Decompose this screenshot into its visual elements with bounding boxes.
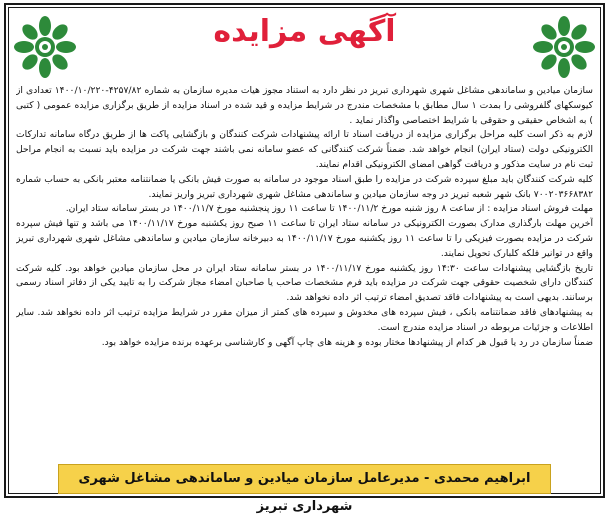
notice-body xyxy=(16,84,593,454)
paragraph-intro: سازمان میادین و ساماندهی مشاغل شهری شهرداری تبریز در نظر دارد به استناد مجوز هیات مدیره سازمان به شماره ۴۲۵۷/۸۲-۱۴۰۰/۱۰/۲۲۰ تعدادی از کیوسکهای گلفروشی را بمدت ۱ سال مطابق با مشخصات مندرج در شرایط مزایده و قید شده در اسناد مزایده از طریق برگزاری مزایده عمومی ( کتبی ) به اشخاص حقیقی و حقوقی با شرایط اختصاصی واگذار نماید . xyxy=(16,85,593,126)
paragraph-invalid-bids: به پیشنهادهای فاقد ضمانتنامه بانکی ، فیش سپرده های مخدوش و سپرده های کمتر از میزان مقرر در شرایط مزایده ترتیب اثر داده نخواهد شد. سایر اطلاعات و جزئیات مربوطه در اسناد مزایده مندرج است. xyxy=(16,306,593,333)
paragraph-opening-date: تاریخ بازگشایی پیشنهادات ساعت ۱۴:۳۰ روز یکشنبه مورخ ۱۴۰۰/۱۱/۱۷ در بستر سامانه ستاد ایران در محل سازمان میادین خواهد بود. کلیه شرکت کنندگان دارای شخصیت حقوقی جهت شرکت در مزایده باید فرم مشخصات صاحب یا صاحبان امضاء مجاز شرکت را به تایید یکی از دفاتر اسناد رسمی برسانند. بدیهی است به پیشنهادات فاقد تصدیق امضاء ترتیب اثر داده نخواهد شد. xyxy=(16,262,593,304)
notice-title: آگهی مزایده xyxy=(213,14,396,49)
paragraph-upload-deadline: آخرین مهلت بارگذاری مدارک بصورت الکترونیکی در سامانه ستاد ایران تا ساعت ۱۱ صبح روز یکشنبه مورخ ۱۴۰۰/۱۱/۱۷ می باشد و تنها فیش سپرده شرکت در مزایده بصورت فیزیکی را تا ساعت ۱۱ روز یکشنبه مورخ ۱۴۰۰/۱۱/۱۷ به دبیرخانه سازمان میادین و ساماندهی مشاغل شهری شهرداری تبریز واقع در توانیر فلکه کلبارک تحویل نمایند. xyxy=(16,218,593,259)
paragraph-deposit: کلیه شرکت کنندگان باید مبلغ سپرده شرکت در مزایده را طبق اسناد موجود در سامانه به صورت فیش بانکی یا ضمانتنامه معتبر بانکی به حساب شماره ۷۰۰۲۰۳۶۶۸۳۸۲ بانک شهر شعبه تبریز در وجه سازمان میادین و ساماندهی مشاغل شهری شهرداری تبریز واریز نمایند. xyxy=(16,173,593,200)
signature-banner: ابراهیم محمدی - مدیرعامل سازمان میادین و ساماندهی مشاغل شهری شهرداری تبریز xyxy=(58,464,551,494)
paragraph-document-sale-deadline: مهلت فروش اسناد مزایده : از ساعت ۸ روز شنبه مورخ ۱۴۰۰/۱۱/۲ تا ساعت ۱۱ روز پنجشنبه مورخ ۱۴۰۰/۱۱/۷ در بستر سامانه ستاد ایران. xyxy=(65,203,593,215)
paragraph-rights-reserved: ضمناً سازمان در رد یا قبول هر کدام از پیشنهادها مختار بوده و هزینه های چاپ آگهی و کارشناسی برعهده برنده مزایده خواهد بود. xyxy=(101,336,593,348)
paragraph-electronic-process: لازم به ذکر است کلیه مراحل برگزاری مزایده از دریافت اسناد تا ارائه پیشنهادات شرکت کنندگان و بازگشایی پاکت ها از طریق درگاه سامانه تدارکات الکترونیکی دولت (ستاد ایران) انجام خواهد شد. ضمناً شرکت کنندگانی که عضو سامانه نمی باشند جهت شرکت در مزایده باید نسبت به انجام مراحل ثبت نام در سایت مذکور و دریافت گواهی امضای الکترونیکی اقدام نمایند. xyxy=(16,129,593,170)
